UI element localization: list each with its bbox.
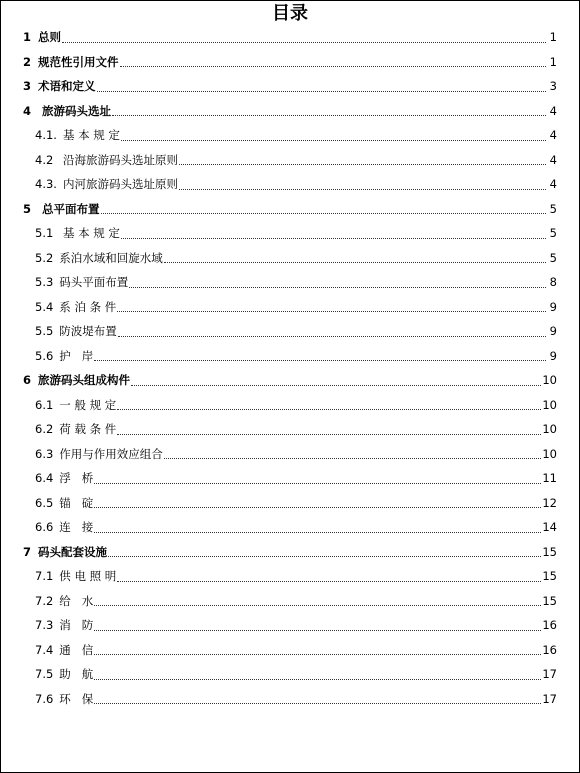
toc-entry[interactable] <box>1 50 579 75</box>
toc-entry-title: 内河旅游码头选址原则 <box>62 177 178 192</box>
toc-entry-page-number: 1 <box>549 54 557 69</box>
toc-entry-number: 6.2 <box>35 422 54 437</box>
toc-entry-title: 基 本 规 定 <box>62 128 120 143</box>
toc-entry-number: 6.3 <box>35 446 54 461</box>
toc-entry-page-number: 8 <box>549 275 557 290</box>
toc-entry[interactable] <box>1 638 579 663</box>
toc-entry-number: 6 <box>23 373 32 388</box>
toc-entry-title: 防波堤布置 <box>59 324 117 339</box>
toc-entry-page-number: 4 <box>549 177 557 192</box>
toc-entry[interactable] <box>1 295 579 320</box>
toc-entry[interactable] <box>1 221 579 246</box>
dot-leader <box>108 556 541 557</box>
dot-leader <box>94 679 541 680</box>
toc-entry[interactable] <box>1 393 579 418</box>
toc-entry-page-number: 11 <box>542 471 557 486</box>
toc-entry-title: 系泊水域和回旋水域 <box>59 250 163 265</box>
toc-entry-title: 旅游码头组成构件 <box>38 373 131 388</box>
toc-entry-title: 基 本 规 定 <box>59 226 120 241</box>
toc-entry-title: 作用与作用效应组合 <box>59 446 163 461</box>
toc-entry-page-number: 5 <box>549 201 557 216</box>
toc-entry[interactable] <box>1 466 579 491</box>
dot-leader <box>120 66 546 67</box>
toc-entry-page-number: 10 <box>542 446 557 461</box>
dot-leader <box>94 507 541 508</box>
toc-entry[interactable] <box>1 25 579 50</box>
toc-entry-number: 5.1 <box>35 226 54 241</box>
toc-entry-page-number: 5 <box>549 226 557 241</box>
toc-entry[interactable] <box>1 172 579 197</box>
toc-entry-page-number: 12 <box>542 495 557 510</box>
dot-leader <box>118 336 546 337</box>
toc-entry[interactable] <box>1 99 579 124</box>
toc-entry-number: 5.4 <box>35 299 54 314</box>
toc-entry-number: 7.1 <box>35 569 54 584</box>
dot-leader <box>131 385 541 386</box>
toc-entry-number: 6.6 <box>35 520 54 535</box>
toc-entry-title: 码头平面布置 <box>59 275 129 290</box>
dot-leader <box>117 434 541 435</box>
toc-entry-title: 术语和定义 <box>38 79 96 94</box>
toc-entry-page-number: 14 <box>542 520 557 535</box>
toc-entry[interactable] <box>1 442 579 467</box>
toc-entry-number: 4.1. <box>35 128 57 143</box>
toc-entry-number: 6.4 <box>35 471 54 486</box>
dot-leader <box>94 360 546 361</box>
dot-leader <box>62 42 546 43</box>
toc-entry-title: 供 电 照 明 <box>59 569 117 584</box>
toc-entry-title: 总则 <box>38 30 62 45</box>
toc-entry[interactable] <box>1 270 579 295</box>
toc-entry-page-number: 9 <box>549 348 557 363</box>
toc-entry-number: 7.6 <box>35 691 54 706</box>
dot-leader <box>94 483 541 484</box>
toc-entry-page-number: 16 <box>542 642 557 657</box>
toc-entry-page-number: 17 <box>542 691 557 706</box>
toc-entry-number: 5.3 <box>35 275 54 290</box>
toc-entry-title: 一 般 规 定 <box>59 397 117 412</box>
toc-entry-page-number: 17 <box>542 667 557 682</box>
toc-entry-title: 浮 桥 <box>59 471 94 486</box>
toc-entry-page-number: 10 <box>542 397 557 412</box>
toc-entry-title: 给 水 <box>59 593 94 608</box>
dot-leader <box>179 189 546 190</box>
toc-entry-title: 规范性引用文件 <box>38 54 119 69</box>
dot-leader <box>112 115 546 116</box>
toc-entry[interactable] <box>1 417 579 442</box>
toc-entry-page-number: 4 <box>549 103 557 118</box>
dot-leader <box>101 213 546 214</box>
toc-entry-title: 旅游码头选址 <box>38 103 112 118</box>
dot-leader <box>121 238 546 239</box>
toc-entry-title: 环 保 <box>59 691 94 706</box>
toc-entry-number: 1 <box>23 30 32 45</box>
toc-entry-title: 荷 载 条 件 <box>59 422 117 437</box>
page-title: 目录 <box>272 3 308 24</box>
toc-entry-title: 系 泊 条 件 <box>59 299 117 314</box>
toc-entry-number: 7.3 <box>35 618 54 633</box>
toc-entry-number: 4 <box>23 103 32 118</box>
toc-entry[interactable] <box>1 515 579 540</box>
toc-entry-number: 4.3. <box>35 177 57 192</box>
dot-leader <box>94 605 541 606</box>
toc-entry[interactable] <box>1 197 579 222</box>
dot-leader <box>164 458 542 459</box>
toc-entry-page-number: 15 <box>542 544 557 559</box>
toc-entry-number: 5.5 <box>35 324 54 339</box>
toc-entry-page-number: 1 <box>549 30 557 45</box>
toc-entry[interactable] <box>1 319 579 344</box>
toc-entry[interactable] <box>1 589 579 614</box>
toc-entry-page-number: 4 <box>549 128 557 143</box>
toc-entry-page-number: 9 <box>549 299 557 314</box>
toc-entry-title: 沿海旅游码头选址原则 <box>59 152 178 167</box>
toc-entry-title: 连 接 <box>59 520 94 535</box>
toc-entry-title: 码头配套设施 <box>38 544 108 559</box>
toc-entry-number: 7.2 <box>35 593 54 608</box>
toc-entry-page-number: 10 <box>542 373 557 388</box>
toc-entry-page-number: 16 <box>542 618 557 633</box>
toc-entry-title: 通 信 <box>59 642 94 657</box>
toc-entry[interactable] <box>1 246 579 271</box>
toc-entry-page-number: 4 <box>549 152 557 167</box>
toc-entry-number: 6.1 <box>35 397 54 412</box>
dot-leader <box>97 91 546 92</box>
toc-entry-page-number: 15 <box>542 593 557 608</box>
toc-entry[interactable] <box>1 368 579 393</box>
toc-entry-title: 助 航 <box>59 667 94 682</box>
toc-entry-page-number: 9 <box>549 324 557 339</box>
toc-entry-title: 护 岸 <box>59 348 94 363</box>
dot-leader <box>129 287 546 288</box>
toc-entry[interactable] <box>1 540 579 565</box>
toc-entry-page-number: 10 <box>542 422 557 437</box>
toc-entry-number: 2 <box>23 54 32 69</box>
dot-leader <box>179 164 546 165</box>
dot-leader <box>117 409 541 410</box>
toc-entry-page-number: 15 <box>542 569 557 584</box>
toc-entry-number: 7.5 <box>35 667 54 682</box>
dot-leader <box>94 654 541 655</box>
dot-leader <box>117 581 541 582</box>
toc-entry[interactable] <box>1 687 579 712</box>
dot-leader <box>117 311 546 312</box>
toc-entry-title: 锚 碇 <box>59 495 94 510</box>
dot-leader <box>121 140 546 141</box>
toc-entry[interactable] <box>1 564 579 589</box>
dot-leader <box>94 532 541 533</box>
toc-entry[interactable] <box>1 148 579 173</box>
toc-entry-page-number: 3 <box>549 79 557 94</box>
toc-entry-number: 3 <box>23 79 32 94</box>
toc-entry[interactable] <box>1 491 579 516</box>
dot-leader <box>164 262 546 263</box>
toc-entry-number: 4.2 <box>35 152 54 167</box>
toc-entry-number: 5.2 <box>35 250 54 265</box>
toc-entry-number: 7 <box>23 544 32 559</box>
toc-entry[interactable] <box>1 74 579 99</box>
toc-entry-number: 5 <box>23 201 32 216</box>
toc-entry-number: 6.5 <box>35 495 54 510</box>
toc-entry-number: 7.4 <box>35 642 54 657</box>
dot-leader <box>94 703 541 704</box>
toc-entry[interactable] <box>1 613 579 638</box>
toc-entry-number: 5.6 <box>35 348 54 363</box>
toc-entry-title: 总平面布置 <box>38 201 100 216</box>
toc-entry-page-number: 5 <box>549 250 557 265</box>
toc-entry[interactable] <box>1 344 579 369</box>
toc-entry[interactable] <box>1 123 579 148</box>
toc-entry-title: 消 防 <box>59 618 94 633</box>
table-of-contents <box>1 25 579 711</box>
toc-entry[interactable] <box>1 662 579 687</box>
dot-leader <box>94 630 541 631</box>
